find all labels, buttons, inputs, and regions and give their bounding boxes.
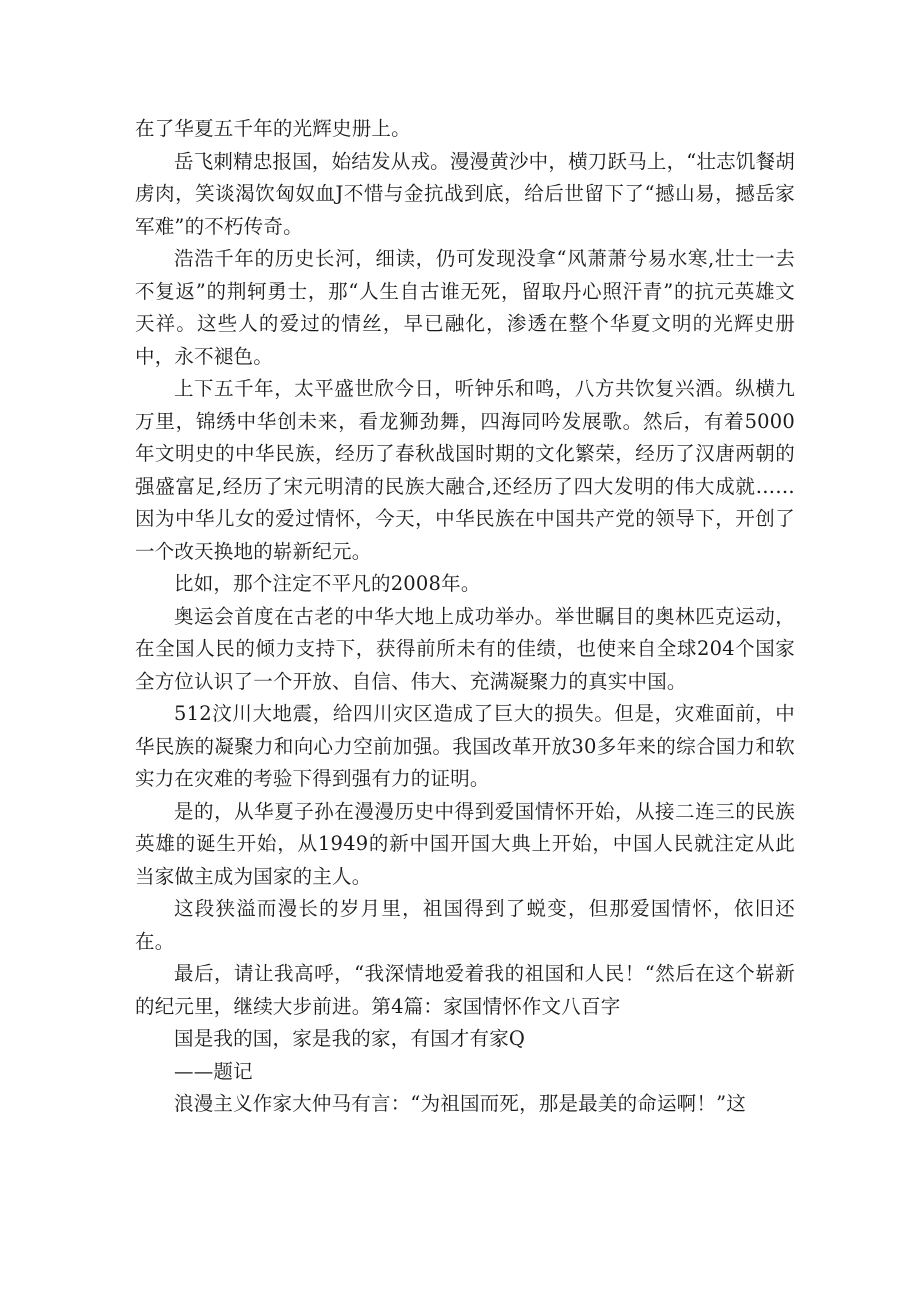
paragraph-transformation: 这段狭溢而漫长的岁月里，祖国得到了蜕变，但那爱国情怀，依旧还在。 xyxy=(135,897,795,953)
paragraph-olympics: 奥运会首度在古老的中华大地上成功举办。举世瞩目的奥林匹克运动，在全国人民的倾力支持下，获得前所未有的佳绩，也使来自全球204个国家全方位认识了一个开放、自信、伟大、充满凝聚力的真实中国。 xyxy=(135,604,795,693)
paragraph-epigraph: 国是我的国，家是我的家，有国才有家Q xyxy=(174,1027,526,1050)
paragraph-dumas-quote: 浪漫主义作家大仲马有言：“为祖国而死，那是最美的命运啊！”这 xyxy=(174,1092,746,1115)
paragraph-five-thousand-years: 上下五千年，太平盛世欣今日，听钟乐和鸣，八方共饮复兴酒。纵横九万里，锦绣中华创未来，看龙狮劲舞，四海同吟发展歌。然后，有着5000年文明史的中华民族，经历了春秋战国时期的文化繁荣，经历了汉唐两朝的强盛富足,经历了宋元明清的民族大融合,还经历了四大发明的伟大成就……因为中华儿女的爱过情怀，今天，中华民族在中国共产党的领导下，开创了一个改天换地的崭新纪元。 xyxy=(135,377,795,563)
paragraph-earthquake: 512汶川大地震，给四川灾区造成了巨大的损失。但是，灾难面前，中华民族的凝聚力和向心力空前加强。我国改革开放30多年来的综合国力和软实力在灾难的考验下得到强有力的证明。 xyxy=(135,702,795,790)
paragraph-2008: 比如，那个注定不平凡的2008年。 xyxy=(174,572,481,595)
paragraph-yue-fei: 岳飞刺精忠报国，始结发从戎。漫漫黄沙中，横刀跃马上，“壮志饥餐胡虏肉，笑谈渴饮匈奴血J不惜与金抗战到底，给后世留下了“撼山易，撼岳家军难”的不朽传奇。 xyxy=(135,149,795,238)
paragraph-continuation: 在了华夏五千年的光辉史册上。 xyxy=(135,117,411,140)
paragraph-history-river: 浩浩千年的历史长河，细读，仍可发现没拿“风萧萧兮易水寒,壮士一去不复返”的荆轲勇士，那“人生自古谁无死，留取丹心照汗青”的抗元英雄文天祥。这些人的爱过的情丝，早已融化，渗透在整个华夏文明的光辉史册中，永不褪色。 xyxy=(135,247,795,368)
article-body xyxy=(135,113,795,1121)
paragraph-patriotism-origin: 是的，从华夏子孙在漫漫历史中得到爱国情怀开始，从接二连三的民族英雄的诞生开始，从1949的新中国开国大典上开始，中国人民就注定从此当家做主成为国家的主人。 xyxy=(135,799,795,888)
paragraph-epigraph-label: ——题记 xyxy=(174,1059,253,1083)
paragraph-closing: 最后，请让我高呼，“我深情地爱着我的祖国和人民！“然后在这个崭新的纪元里，继续大步前进。第4篇：家国情怀作文八百字 xyxy=(135,962,795,1018)
